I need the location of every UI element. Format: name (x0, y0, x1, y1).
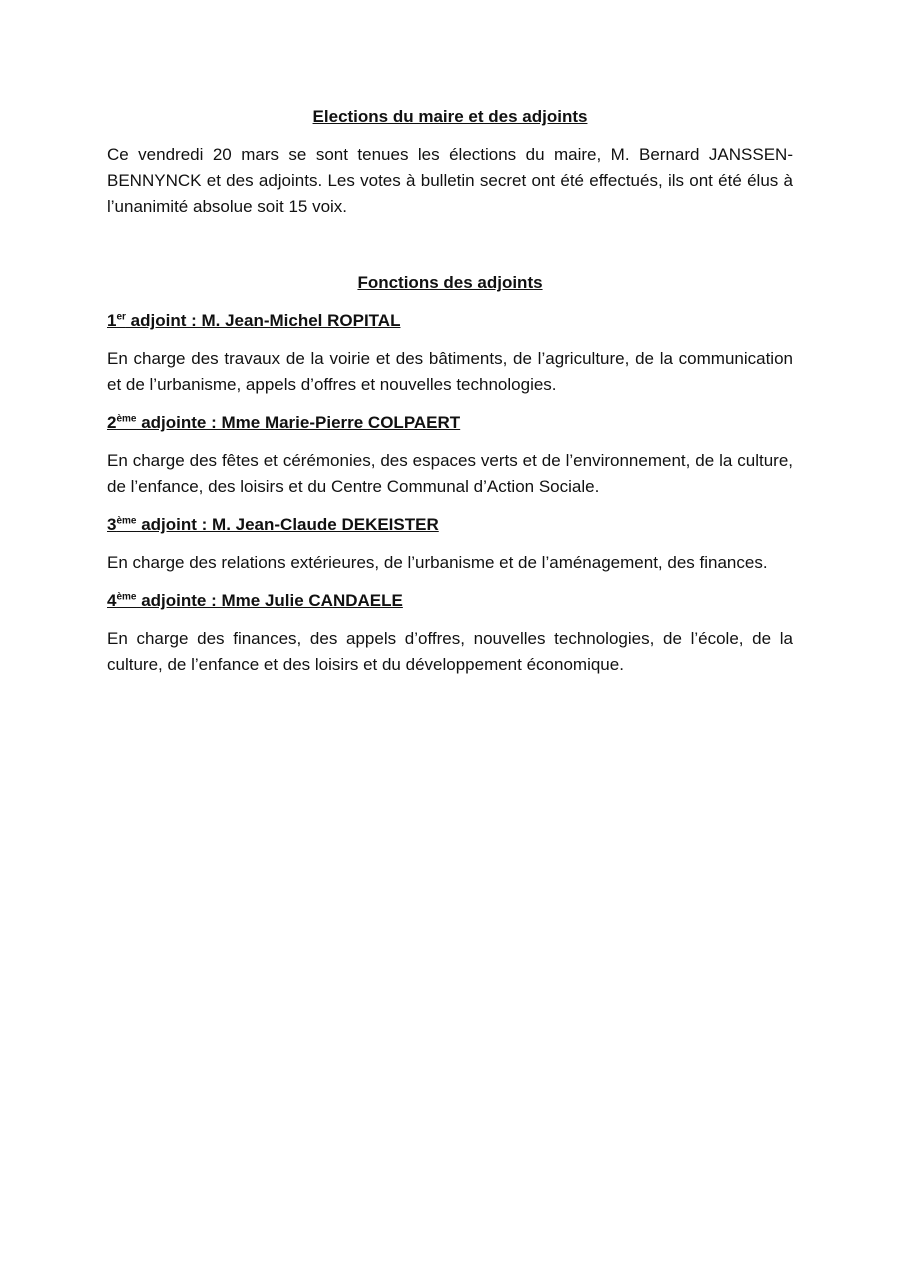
adjoint-3-heading: 3ème adjoint : M. Jean-Claude DEKEISTER (107, 515, 439, 534)
elections-paragraph: Ce vendredi 20 mars se sont tenues les élections du maire, M. Bernard JANSSEN-BENNYNCK et des adjoints. Les votes à bulletin secret ont été effectués, ils ont été élus à l’unanimité absolue soit 15 voix. (107, 145, 793, 216)
adjoint-4-description: En charge des finances, des appels d’offres, nouvelles technologies, de l’école, de la culture, de l’enfance et des loisirs et du développement économique. (107, 629, 793, 674)
adjoint-2-description: En charge des fêtes et cérémonies, des espaces verts et de l’environnement, de la culture, de l’enfance, des loisirs et du Centre Communal d’Action Sociale. (107, 451, 793, 496)
fonctions-title: Fonctions des adjoints (357, 273, 543, 292)
adjoint-1-description: En charge des travaux de la voirie et des bâtiments, de l’agriculture, de la communication et de l’urbanisme, appels d’offres et nouvelles technologies. (107, 349, 793, 394)
adjoint-1-heading: 1er adjoint : M. Jean-Michel ROPITAL (107, 311, 401, 330)
elections-title: Elections du maire et des adjoints (312, 107, 588, 126)
adjoint-4-heading: 4ème adjointe : Mme Julie CANDAELE (107, 591, 403, 610)
adjoint-3-description: En charge des relations extérieures, de l’urbanisme et de l’aménagement, des finances. (107, 553, 768, 572)
adjoint-2-heading: 2ème adjointe : Mme Marie-Pierre COLPAERT (107, 413, 461, 432)
document-page (107, 104, 793, 690)
